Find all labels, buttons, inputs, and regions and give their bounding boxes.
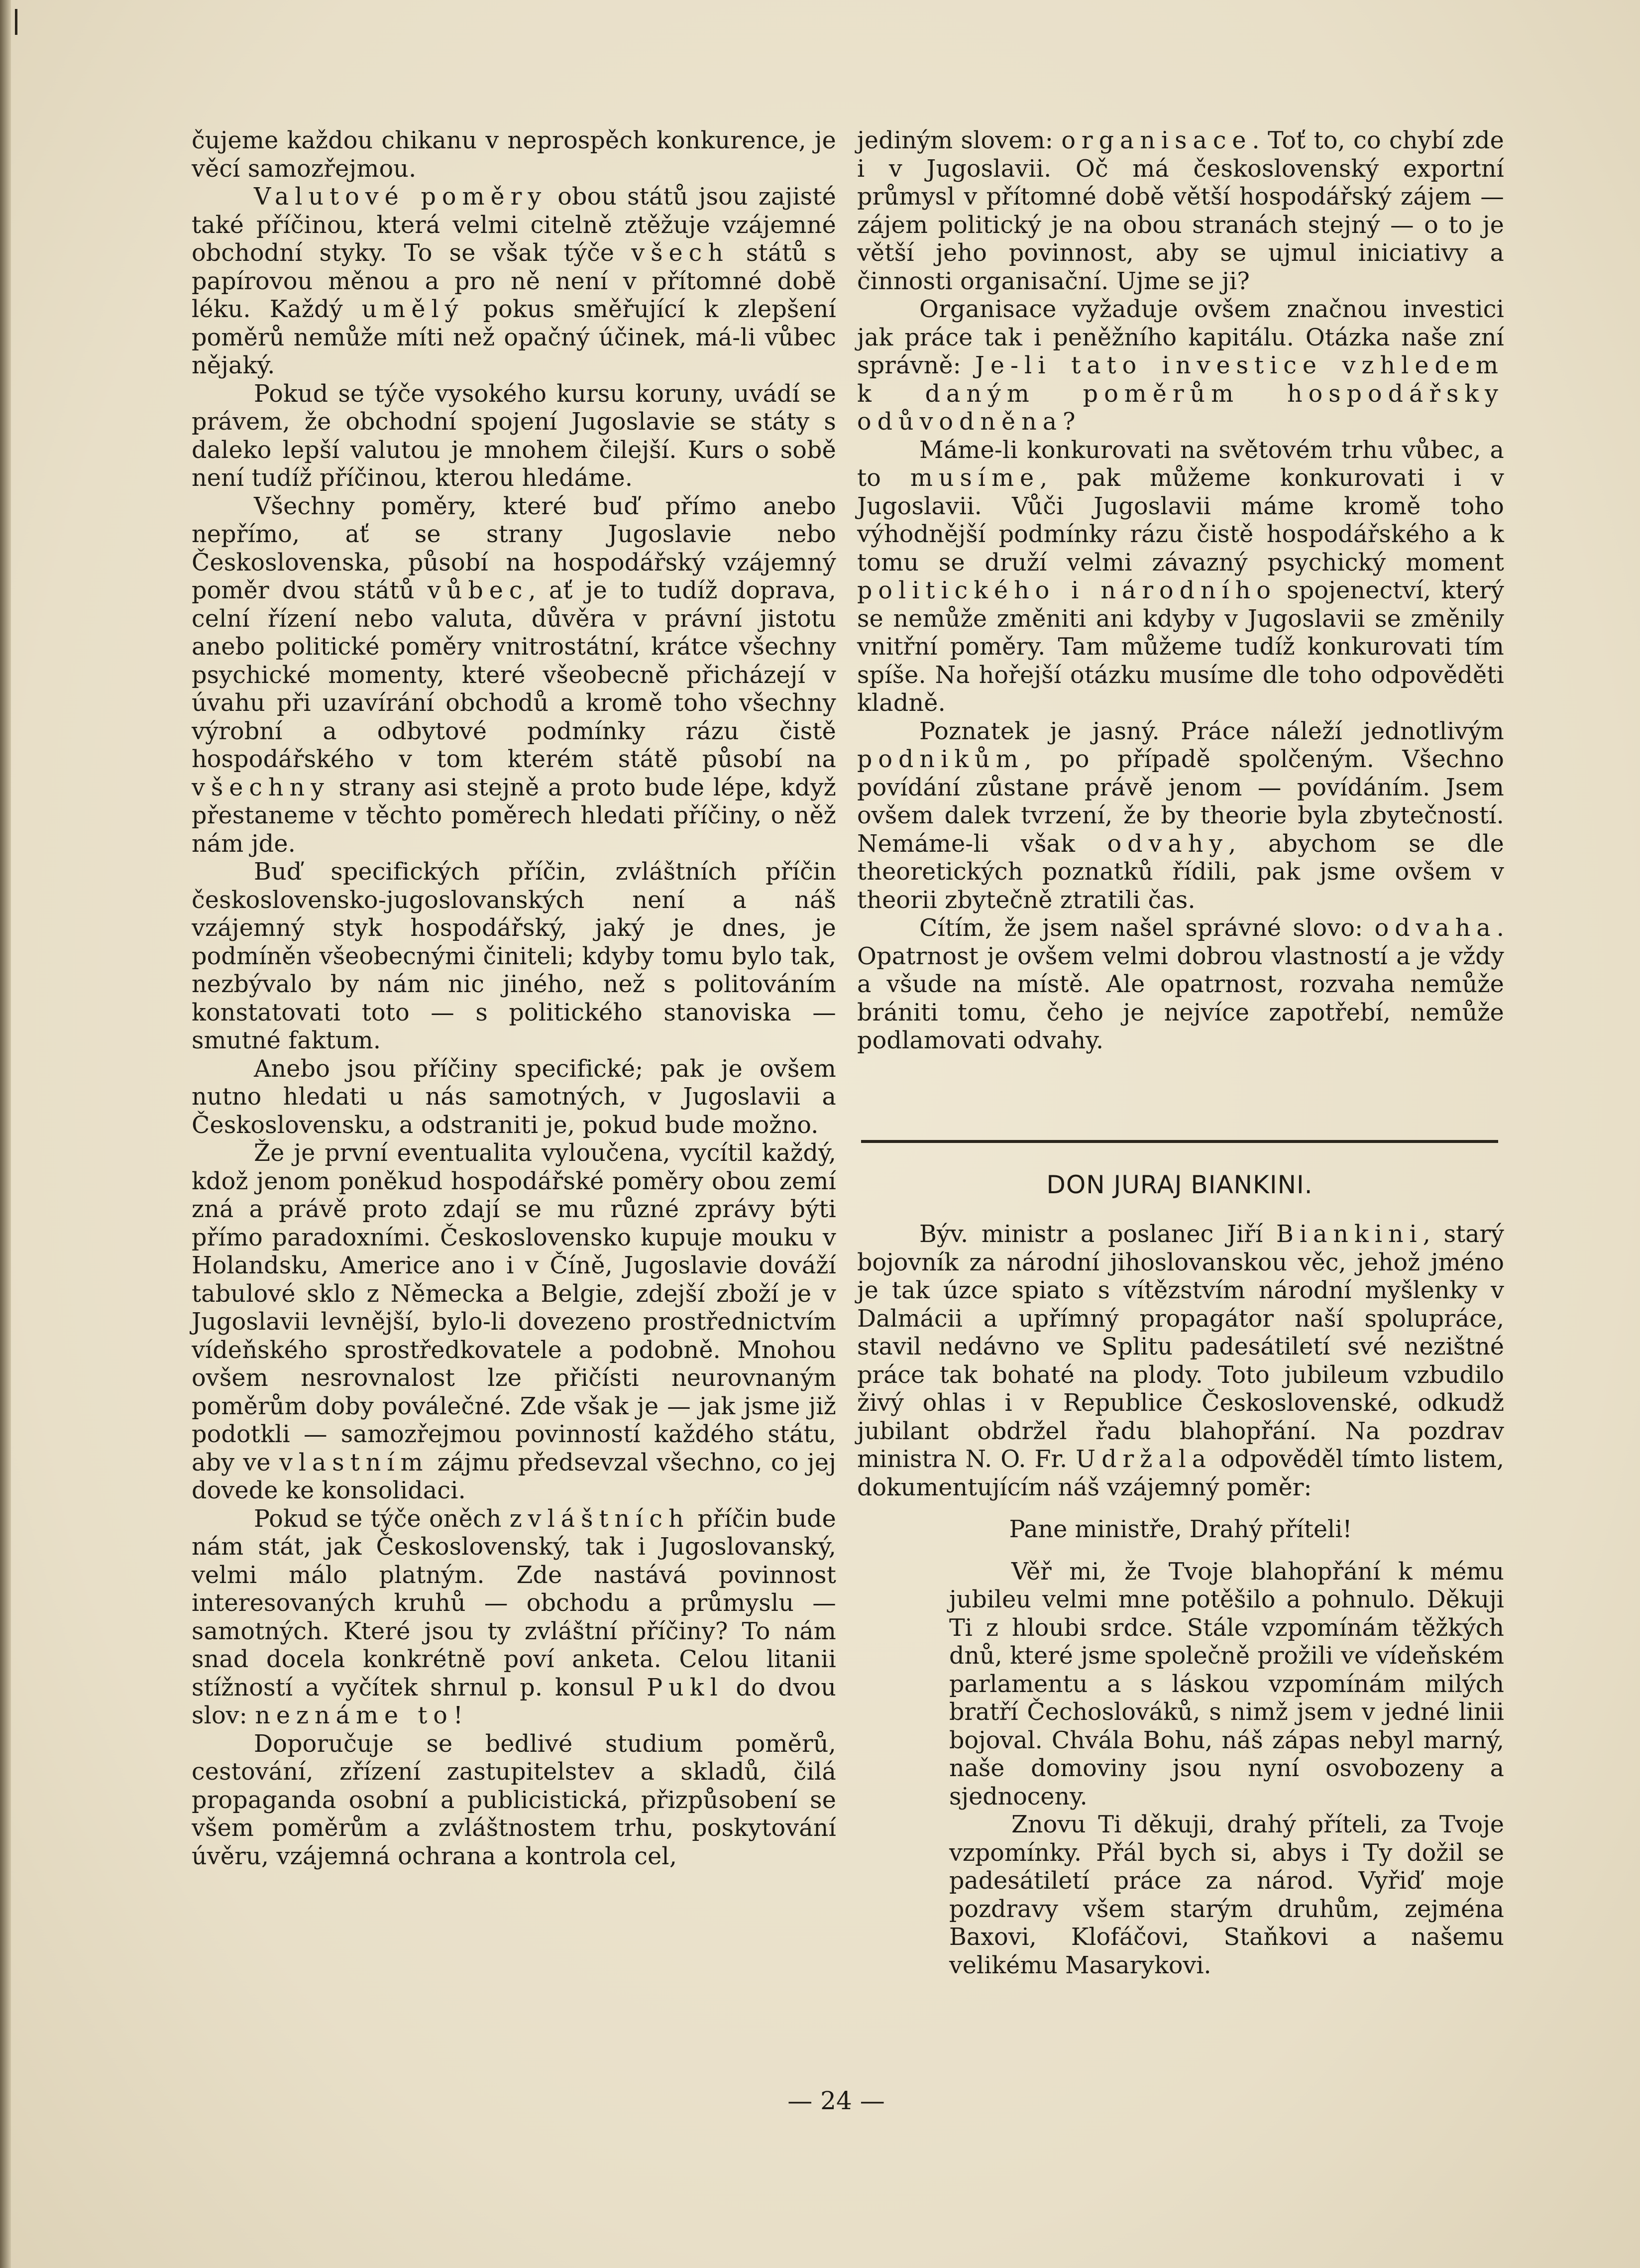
text-run: Máme-li konkurovati na světovém trhu vůbec, a to bbox=[857, 436, 1504, 492]
text-run: Býv. ministr a poslanec Jiří bbox=[919, 1221, 1276, 1248]
text-run: států s papírovou měnou a pro ně není v přítomné době léku. Každý bbox=[192, 239, 836, 323]
text-run: , ať je to tudíž doprava, celní řízení nebo valuta, důvěra v právní jistotu anebo politické poměry vnitrostátní, krátce všechny psychické momenty, které všeobecně přicházejí v úvahu při uzavírání obchodů a kromě toho všechny výrobní a odbytové podmínky rázu čistě hospodářského v tom kterém státě působí na bbox=[192, 577, 836, 773]
spaced-emphasis: vůbec bbox=[427, 577, 529, 604]
text-run: jediným slovem: bbox=[857, 127, 1062, 154]
paragraph bbox=[192, 1139, 836, 1505]
paragraph bbox=[192, 127, 836, 183]
paragraph bbox=[857, 718, 1504, 915]
spaced-emphasis: vlastním bbox=[279, 1449, 429, 1476]
paragraph bbox=[192, 183, 836, 380]
paragraph bbox=[857, 437, 1504, 718]
text-run: Buď specifických příčin, zvláštních příčin československo-jugoslovanských není a náš vzájemný styk hospodářský, jaký je dnes, je podmíněn všeobecnými činiteli; kdyby tomu bylo tak, nezbývalo by nám nic jiného, než s politováním konstatovati toto — s politického stanoviska — smutné faktum. bbox=[192, 858, 836, 1054]
text-run: příčin bude nám stát, jak Československý, tak i Jugoslovanský, velmi málo platným. Zde nastává povinnost interesovaných kruhů — obchodu a průmyslu — samotných. Které jsou ty zvláštní příčiny? To nám snad docela konkrétně poví anketa. Celou litanii stížností a vyčítek shrnul p. konsul bbox=[192, 1505, 836, 1701]
article-body bbox=[857, 1221, 1504, 1980]
text-run: pokus směřující k zlepšení poměrů nemůže míti než opačný účinek, má-li vůbec nějaký. bbox=[192, 296, 836, 379]
text-run: . Toť to, co chybí zde i v Jugoslavii. Oč má československý exportní průmysl v přítomné době větší hospodářský zájem — zájem politický je na obou stranách stejný — o to je větší jeho povinnost, aby se ujmul iniciativy a činnosti organisační. Ujme se ji? bbox=[857, 127, 1504, 295]
paragraph bbox=[857, 296, 1504, 437]
binding-mark bbox=[15, 9, 17, 35]
text-run: Anebo jsou příčiny specifické; pak je ovšem nutno hledati u nás samotných, v Jugoslavii a Československu, a odstraniti je, pokud bude možno. bbox=[192, 1055, 836, 1139]
spaced-emphasis: politického i národního bbox=[857, 577, 1277, 604]
spaced-emphasis: musíme bbox=[910, 464, 1040, 492]
spaced-emphasis: Udržala bbox=[1076, 1446, 1212, 1473]
spaced-emphasis: všechny bbox=[192, 774, 330, 801]
text-run: zájmu předsevzal všechno, co jej dovede ke konsolidaci. bbox=[192, 1449, 837, 1504]
paragraph bbox=[192, 493, 836, 859]
paragraph bbox=[949, 1558, 1504, 1812]
text-run: , po případě spolčeným. Všechno povídání zůstane právě jenom — povídáním. Jsem ovšem dalek tvrzení, že by theorie byla zbytečností. Nemáme-li však bbox=[857, 746, 1504, 858]
spaced-emphasis: Je-li tato investice vzhledem k daným poměrům hospodářsky odůvodněna? bbox=[857, 352, 1504, 436]
text-run: Pokud se týče oněch bbox=[254, 1505, 510, 1533]
text-run: Doporučuje se bedlivé studium poměrů, cestování, zřízení zastupitelstev a skladů, čilá propaganda osobní a publicistická, přizpůsobení se všem poměrům a zvláštnostem trhu, poskytování úvěru, vzájemná ochrana a kontrola cel, bbox=[192, 1730, 836, 1870]
paragraph bbox=[192, 1730, 836, 1871]
text-run: , abychom se dle theoretických poznatků řídili, pak jsme ovšem v theorii zbytečně ztratili čas. bbox=[857, 830, 1504, 914]
page-edge-shadow bbox=[0, 0, 11, 2268]
spaced-emphasis: zvláštních bbox=[509, 1505, 690, 1533]
section-divider bbox=[861, 1140, 1498, 1143]
paragraph bbox=[192, 380, 836, 493]
text-run: Že je první eventualita vyloučena, vycítil každý, kdož jenom poněkud hospodářské poměry obou zemí zná a právě proto zdají se mu různé zprávy býti přímo paradoxními. Československo kupuje mouku v Holandsku, Americe ano i v Číně, Jugoslavie dováží tabulové sklo z Německa a Belgie, zdejší zboží je v Jugoslavii levnější, bylo-li dovezeno prostřednictvím vídeňského sprostředkovatele a podobně. Mnohou ovšem nesrovnalost lze přičísti neurovnaným poměrům doby poválečné. Zde však je — jak jsme již podotkli — samozřejmou povinností každého státu, aby ve bbox=[192, 1139, 836, 1476]
paragraph bbox=[192, 858, 836, 1055]
text-run: Znovu Ti děkuji, drahý příteli, za Tvoje vzpomínky. Přál bych si, abys i Ty dožil se padesátiletí práce za národ. Vyřiď moje pozdravy všem starým druhům, zejména Baxovi, Klofáčovi, Staňkovi a našemu velikému Masarykovi. bbox=[949, 1811, 1504, 1979]
left-column bbox=[192, 127, 836, 1871]
text-run: , starý bojovník za národní jihoslovanskou věc, jehož jméno je tak úzce spiato s vítězstvím národní myšlenky v Dalmácii a upřímný propagátor naší spolupráce, stavil nedávno ve Splitu padesátiletí své nezištné práce tak bohaté na plody. Toto jubileum vzbudilo živý ohlas i v Republice Československé, odkudž jubilant obdržel řadu blahopřání. Na pozdrav ministra N. O. Fr. bbox=[857, 1221, 1504, 1473]
text-run: čujeme každou chikanu v neprospěch konkurence, je věcí samozřejmou. bbox=[192, 127, 836, 183]
text-run: . Opatrnost je ovšem velmi dobrou vlastností a je vždy a všude na místě. Ale opatrnost, rozvaha nemůže brániti tomu, čeho je nejvíce zapotřebí, nemůže podlamovati odvahy. bbox=[857, 914, 1504, 1054]
spaced-emphasis: podnikům bbox=[857, 746, 1024, 773]
paragraph bbox=[949, 1811, 1504, 1980]
text-run: odpověděl tímto listem, dokumentujícím náš vzájemný poměr: bbox=[857, 1446, 1504, 1501]
text-run: , pak můžeme konkurovati i v Jugoslavii. Vůči Jugoslavii máme kromě toho výhodnější podmínky rázu čistě hospodářského a k tomu se druží velmi závazný psychický moment bbox=[857, 464, 1505, 576]
text-run: Cítím, že jsem našel správné slovo: bbox=[919, 914, 1375, 942]
letter-salutation: Pane ministře, Drahý příteli! bbox=[1009, 1516, 1352, 1543]
spaced-emphasis: umělý bbox=[361, 296, 464, 323]
spaced-emphasis: Biankini bbox=[1276, 1221, 1423, 1248]
text-run: Pokud se týče vysokého kursu koruny, uvádí se právem, že obchodní spojení Jugoslavie se státy s daleko lepší valutou je mnohem čilejší. Kurs o sobě není tudíž příčinou, kterou hledáme. bbox=[192, 380, 836, 492]
spaced-emphasis: organisace bbox=[1061, 127, 1252, 154]
spaced-emphasis: neznáme to! bbox=[255, 1702, 469, 1729]
text-run: do dvou slov: bbox=[192, 1674, 836, 1729]
text-run: Věř mi, že Tvoje blahopřání k mému jubileu velmi mne potěšilo a pohnulo. Děkuji Ti z hloubi srdce. Stále vzpomínám těžkých dnů, které jsme společně prožili ve vídeňském parlamentu a s láskou vzpomínám milých bratří Čechoslováků, s nimž jsem v jedné linii bojoval. Chvála Bohu, náš zápas nebyl marný, naše domoviny jsou nyní osvobozeny a sjednoceny. bbox=[949, 1558, 1504, 1811]
paragraph bbox=[192, 1055, 836, 1140]
page-number: — 24 — bbox=[787, 2086, 885, 2115]
text-run: Všechny poměry, které buď přímo anebo nepřímo, ať se strany Jugoslavie nebo Československa, působí na hospodářský vzájemný poměr dvou států bbox=[192, 492, 836, 604]
right-column bbox=[857, 127, 1504, 1055]
paragraph bbox=[192, 1505, 836, 1730]
spaced-emphasis: Pukl bbox=[647, 1674, 724, 1701]
text-run: obou států jsou zajisté také příčinou, která velmi citelně ztěžuje vzájemné obchodní styky. To se však týče bbox=[192, 183, 836, 267]
spaced-emphasis: odvahy bbox=[1107, 830, 1229, 858]
text-run: strany asi stejně a proto bude lépe, když přestaneme v těchto poměrech hledati příčiny, o něž nám jde. bbox=[192, 774, 836, 858]
text-run: Organisace vyžaduje ovšem značnou investici jak práce tak i peněžního kapitálu. Otázka naše zní správně: bbox=[857, 296, 1504, 379]
spaced-emphasis: odvaha bbox=[1374, 914, 1497, 942]
paragraph bbox=[857, 127, 1504, 296]
article-title: DON JURAJ BIANKINI. bbox=[1046, 1170, 1313, 1199]
text-run: Poznatek je jasný. Práce náleží jednotlivým bbox=[919, 717, 1504, 745]
spaced-emphasis: všech bbox=[631, 239, 729, 267]
paragraph bbox=[857, 914, 1504, 1055]
spaced-emphasis: Valutové poměry bbox=[254, 183, 547, 211]
text-run: spojenectví, který se nemůže změniti ani kdyby v Jugoslavii se změnily vnitřní poměry. Tam můžeme tudíž konkurovati tím spíše. Na hořejší otázku musíme dle toho odpověděti kladně. bbox=[857, 577, 1504, 717]
paragraph bbox=[857, 1221, 1504, 1502]
